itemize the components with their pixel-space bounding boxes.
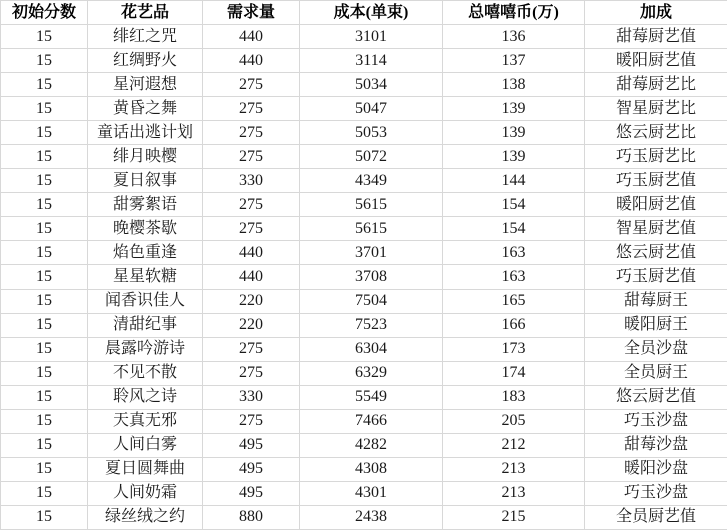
- cell-bonus: 暖阳沙盘: [585, 457, 727, 481]
- cell-bonus: 全员厨王: [585, 361, 727, 385]
- cell-initial-score: 15: [1, 49, 88, 73]
- table-row: [1, 49, 727, 73]
- table-row: [1, 169, 727, 193]
- cell-item-name: 夏日叙事: [88, 169, 203, 193]
- cell-demand: 495: [203, 481, 300, 505]
- header-bonus: 加成: [585, 1, 727, 25]
- table-row: [1, 289, 727, 313]
- header-row: [1, 1, 727, 25]
- cell-initial-score: 15: [1, 217, 88, 241]
- cell-item-name: 人间白雾: [88, 433, 203, 457]
- cell-demand: 275: [203, 337, 300, 361]
- header-total-coins: 总嘻嘻币(万): [443, 1, 585, 25]
- cell-item-name: 人间奶霜: [88, 481, 203, 505]
- cell-cost-per-bundle: 3708: [300, 265, 443, 289]
- cell-cost-per-bundle: 6304: [300, 337, 443, 361]
- cell-cost-per-bundle: 5034: [300, 73, 443, 97]
- table-row: [1, 313, 727, 337]
- cell-bonus: 甜莓厨王: [585, 289, 727, 313]
- cell-initial-score: 15: [1, 25, 88, 49]
- table-row: [1, 145, 727, 169]
- cell-total-coins: 165: [443, 289, 585, 313]
- cell-item-name: 甜雾絮语: [88, 193, 203, 217]
- cell-total-coins: 212: [443, 433, 585, 457]
- cell-bonus: 悠云厨艺值: [585, 385, 727, 409]
- cell-item-name: 清甜纪事: [88, 313, 203, 337]
- header-initial-score: 初始分数: [1, 1, 88, 25]
- cell-total-coins: 205: [443, 409, 585, 433]
- cell-demand: 220: [203, 289, 300, 313]
- cell-item-name: 天真无邪: [88, 409, 203, 433]
- cell-bonus: 甜莓厨艺比: [585, 73, 727, 97]
- header-cost-per-bundle: 成本(单束): [300, 1, 443, 25]
- table-row: [1, 409, 727, 433]
- cell-item-name: 绯红之咒: [88, 25, 203, 49]
- cell-total-coins: 213: [443, 457, 585, 481]
- cell-cost-per-bundle: 4282: [300, 433, 443, 457]
- cell-bonus: 巧玉沙盘: [585, 409, 727, 433]
- cell-total-coins: 166: [443, 313, 585, 337]
- cell-demand: 275: [203, 145, 300, 169]
- cell-item-name: 绯月映樱: [88, 145, 203, 169]
- cell-total-coins: 139: [443, 121, 585, 145]
- cell-total-coins: 173: [443, 337, 585, 361]
- cell-cost-per-bundle: 4301: [300, 481, 443, 505]
- table-row: [1, 121, 727, 145]
- cell-demand: 495: [203, 433, 300, 457]
- cell-bonus: 巧玉厨艺比: [585, 145, 727, 169]
- table-row: [1, 361, 727, 385]
- cell-initial-score: 15: [1, 361, 88, 385]
- cell-demand: 275: [203, 217, 300, 241]
- cell-initial-score: 15: [1, 241, 88, 265]
- cell-bonus: 全员厨艺值: [585, 505, 727, 529]
- cell-cost-per-bundle: 3114: [300, 49, 443, 73]
- table-row: [1, 73, 727, 97]
- cell-bonus: 巧玉厨艺值: [585, 169, 727, 193]
- cell-cost-per-bundle: 5615: [300, 217, 443, 241]
- cell-item-name: 童话出逃计划: [88, 121, 203, 145]
- cell-total-coins: 154: [443, 217, 585, 241]
- cell-bonus: 暖阳厨艺值: [585, 193, 727, 217]
- cell-bonus: 甜莓厨艺值: [585, 25, 727, 49]
- table-row: [1, 25, 727, 49]
- cell-initial-score: 15: [1, 457, 88, 481]
- cell-initial-score: 15: [1, 385, 88, 409]
- cell-bonus: 巧玉沙盘: [585, 481, 727, 505]
- cell-demand: 880: [203, 505, 300, 529]
- cell-total-coins: 163: [443, 241, 585, 265]
- cell-total-coins: 137: [443, 49, 585, 73]
- cell-initial-score: 15: [1, 337, 88, 361]
- cell-initial-score: 15: [1, 169, 88, 193]
- cell-cost-per-bundle: 3701: [300, 241, 443, 265]
- cell-item-name: 星星软糖: [88, 265, 203, 289]
- cell-cost-per-bundle: 4349: [300, 169, 443, 193]
- cell-demand: 330: [203, 169, 300, 193]
- cell-item-name: 黄昏之舞: [88, 97, 203, 121]
- table-row: [1, 385, 727, 409]
- cell-item-name: 晚樱茶歇: [88, 217, 203, 241]
- cell-bonus: 智星厨艺比: [585, 97, 727, 121]
- table-row: [1, 97, 727, 121]
- cell-bonus: 甜莓沙盘: [585, 433, 727, 457]
- cell-demand: 275: [203, 73, 300, 97]
- cell-total-coins: 144: [443, 169, 585, 193]
- cell-demand: 330: [203, 385, 300, 409]
- cell-item-name: 不见不散: [88, 361, 203, 385]
- cell-item-name: 聆风之诗: [88, 385, 203, 409]
- cell-demand: 440: [203, 49, 300, 73]
- cell-cost-per-bundle: 5072: [300, 145, 443, 169]
- cell-total-coins: 213: [443, 481, 585, 505]
- cell-initial-score: 15: [1, 97, 88, 121]
- cell-item-name: 闻香识佳人: [88, 289, 203, 313]
- cell-bonus: 悠云厨艺值: [585, 241, 727, 265]
- cell-bonus: 全员沙盘: [585, 337, 727, 361]
- table-row: [1, 433, 727, 457]
- table-header: [1, 1, 727, 25]
- cell-total-coins: 139: [443, 97, 585, 121]
- cell-cost-per-bundle: 3101: [300, 25, 443, 49]
- cell-initial-score: 15: [1, 121, 88, 145]
- cell-demand: 440: [203, 25, 300, 49]
- cell-total-coins: 136: [443, 25, 585, 49]
- cell-initial-score: 15: [1, 193, 88, 217]
- cell-cost-per-bundle: 7466: [300, 409, 443, 433]
- cell-bonus: 悠云厨艺比: [585, 121, 727, 145]
- cell-bonus: 智星厨艺值: [585, 217, 727, 241]
- cell-demand: 440: [203, 265, 300, 289]
- cell-item-name: 焰色重逢: [88, 241, 203, 265]
- cell-demand: 275: [203, 97, 300, 121]
- table-row: [1, 457, 727, 481]
- table-row: [1, 505, 727, 529]
- cell-initial-score: 15: [1, 313, 88, 337]
- cell-demand: 275: [203, 361, 300, 385]
- table-row: [1, 265, 727, 289]
- table-row: [1, 481, 727, 505]
- cell-item-name: 红绸野火: [88, 49, 203, 73]
- table-row: [1, 193, 727, 217]
- table-row: [1, 241, 727, 265]
- table-row: [1, 217, 727, 241]
- cell-initial-score: 15: [1, 505, 88, 529]
- cell-demand: 275: [203, 193, 300, 217]
- cell-initial-score: 15: [1, 409, 88, 433]
- cell-cost-per-bundle: 5615: [300, 193, 443, 217]
- cell-item-name: 星河遐想: [88, 73, 203, 97]
- cell-demand: 495: [203, 457, 300, 481]
- cell-total-coins: 163: [443, 265, 585, 289]
- cell-initial-score: 15: [1, 265, 88, 289]
- cell-initial-score: 15: [1, 433, 88, 457]
- cell-total-coins: 174: [443, 361, 585, 385]
- cell-demand: 440: [203, 241, 300, 265]
- table-body: [1, 25, 727, 530]
- cell-cost-per-bundle: 2438: [300, 505, 443, 529]
- cell-total-coins: 154: [443, 193, 585, 217]
- cell-cost-per-bundle: 4308: [300, 457, 443, 481]
- cell-total-coins: 138: [443, 73, 585, 97]
- header-item-name: 花艺品: [88, 1, 203, 25]
- cell-item-name: 晨露吟游诗: [88, 337, 203, 361]
- cell-cost-per-bundle: 5053: [300, 121, 443, 145]
- cell-total-coins: 183: [443, 385, 585, 409]
- cell-bonus: 巧玉厨艺值: [585, 265, 727, 289]
- cell-demand: 220: [203, 313, 300, 337]
- cell-initial-score: 15: [1, 73, 88, 97]
- cell-cost-per-bundle: 7523: [300, 313, 443, 337]
- header-demand: 需求量: [203, 1, 300, 25]
- cell-cost-per-bundle: 7504: [300, 289, 443, 313]
- cell-initial-score: 15: [1, 481, 88, 505]
- cell-initial-score: 15: [1, 145, 88, 169]
- cell-cost-per-bundle: 5549: [300, 385, 443, 409]
- cell-total-coins: 139: [443, 145, 585, 169]
- cell-demand: 275: [203, 121, 300, 145]
- cell-bonus: 暖阳厨艺值: [585, 49, 727, 73]
- cell-bonus: 暖阳厨王: [585, 313, 727, 337]
- table-row: [1, 337, 727, 361]
- cell-demand: 275: [203, 409, 300, 433]
- cell-item-name: 夏日圆舞曲: [88, 457, 203, 481]
- cell-initial-score: 15: [1, 289, 88, 313]
- cell-cost-per-bundle: 6329: [300, 361, 443, 385]
- cell-item-name: 绿丝绒之约: [88, 505, 203, 529]
- cell-total-coins: 215: [443, 505, 585, 529]
- cell-cost-per-bundle: 5047: [300, 97, 443, 121]
